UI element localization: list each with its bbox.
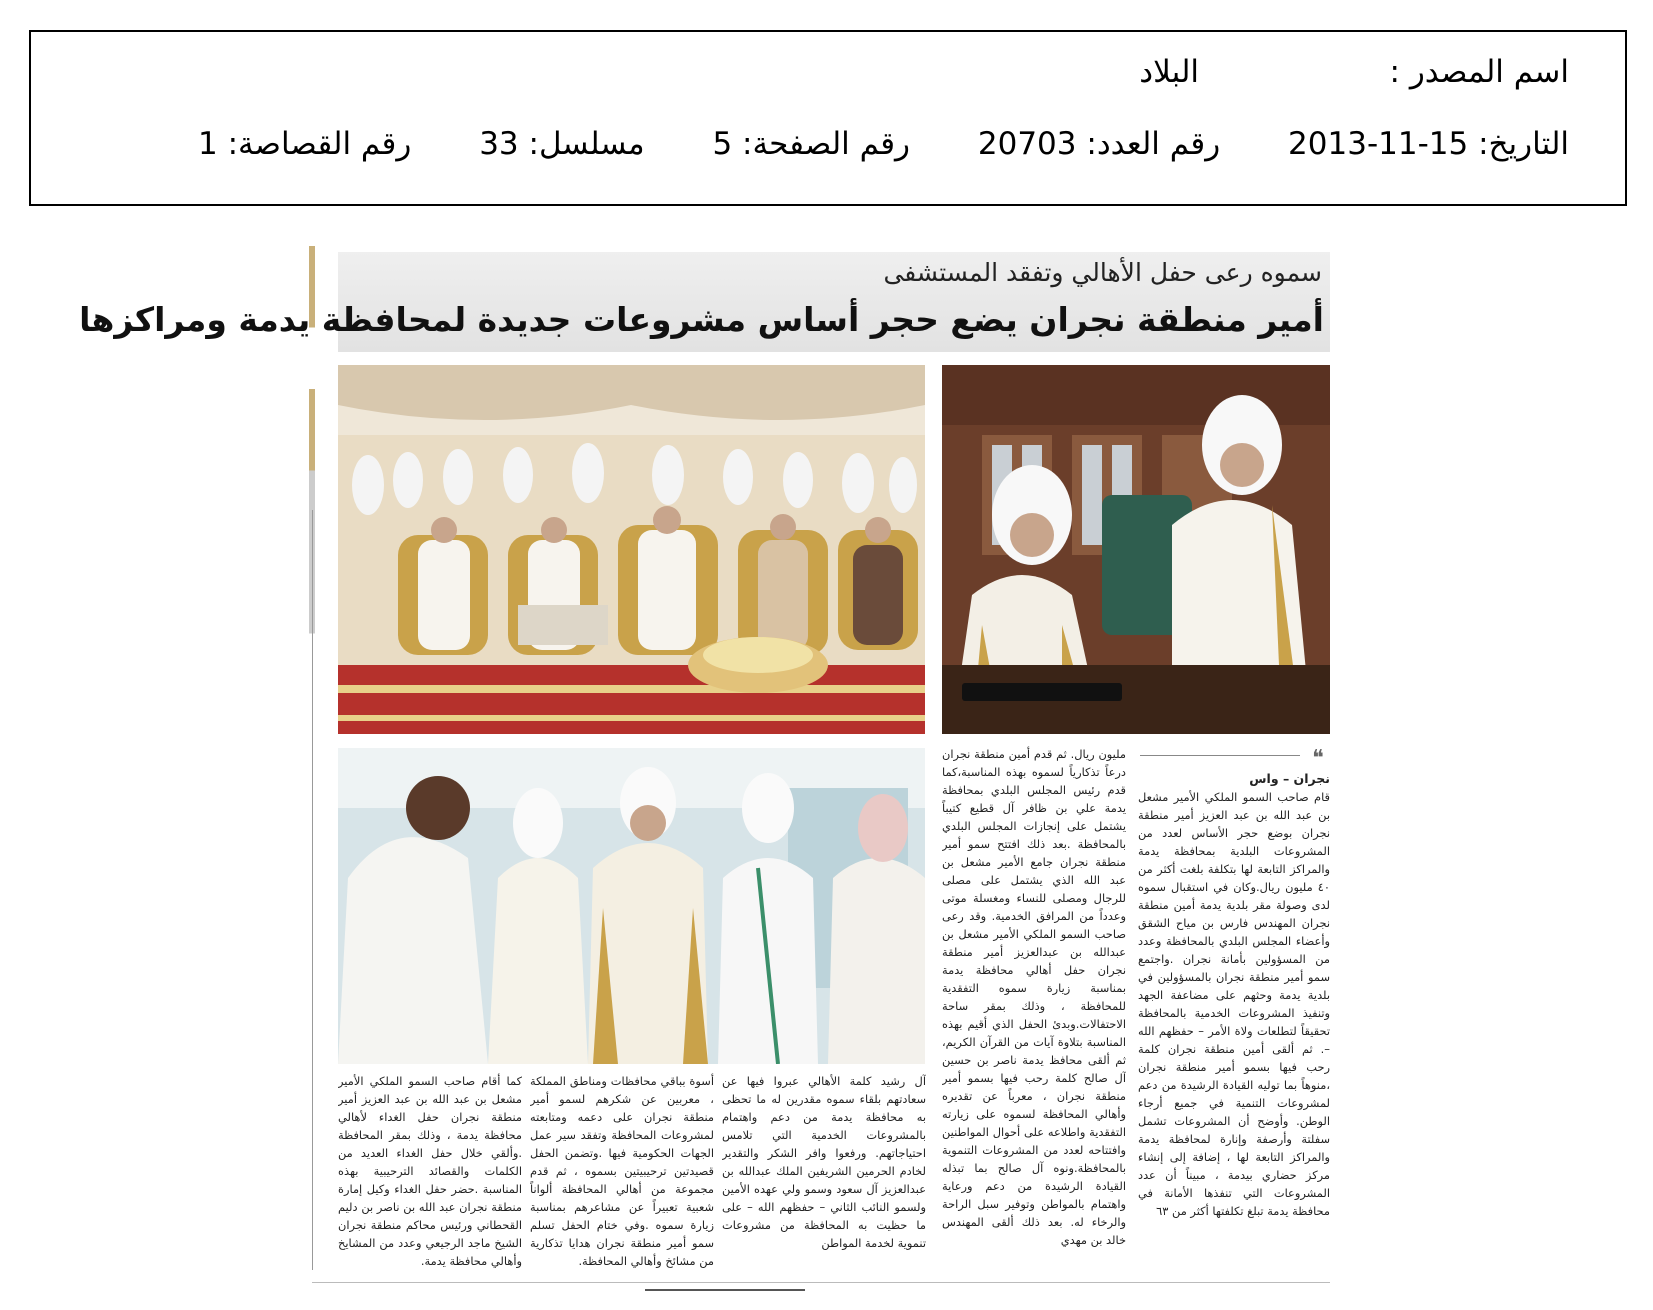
- serial-field: مسلسل: 33: [479, 126, 645, 162]
- date-field: التاريخ: 15-11-2013: [1288, 126, 1569, 162]
- source-header-box: [29, 30, 1627, 206]
- text-column-3: [722, 1072, 926, 1270]
- article-byline: نجران – واس: [1249, 771, 1330, 786]
- issue-field: رقم العدد: 20703: [977, 126, 1221, 162]
- article-kicker: سموه رعى حفل الأهالي وتفقد المستشفى: [883, 258, 1322, 287]
- meta-row: [140, 126, 1569, 162]
- column-border-line: [312, 510, 313, 1270]
- column-2-text: مليون ريال. ثم قدم أمين منطقة نجران درعاً تذكارياً لسموه بهذه المناسبة،كما قدم رئيس المجلس البلدي بمحافظة يدمة علي بن ظافر آل قطيع كتيباً يشتمل على إنجازات المجلس البلدي بالمحافظة .بعد ذلك افتتح سمو أمير منطقة نجران جامع الأمير مشعل بن عبد الله الذي يشتمل على مصلى للرجال ومصلى للنساء ومغسلة موتى وعدداً من المرافق الخدمية. وقد رعى صاحب السمو الملكي الأمير مشعل بن عبدالله بن عبدالعزيز أمير منطقة نجران حفل أهالي محافظة يدمة بمناسبة زيارة سموه التفقدية للمحافظة ، وذلك بمقر ساحة الاحتفالات.وبدئ الحفل الذي أقيم بهذه المناسبة بتلاوة آيات من القرآن الكريم، ثم ألقى محافظ يدمة ناصر بن حسين آل صالح كلمة رحب فيها بسمو أمير منطقة نجران ، معرباً عن تقديره وأهالي المحافظة لسموه على زيارته التفقدية واطلاعه على أحوال المواطنين وافتتاحه لعدد من المشروعات التنموية بالمحافظة.ونوه آل صالح بما تبذله القيادة الرشيدة من دعم ورعاية واهتمام بالمواطن وتوفير سبل الراحة والرخاء له. بعد ذلك ألقى المهندس خالد بن مهدي: [942, 747, 1126, 1247]
- column-4-text: أسوة بباقي محافظات ومناطق المملكة ، معربين عن شكرهم لسمو أمير منطقة نجران على دعمه ومتابعته لمشروعات المحافظة وتفقد سير عمل الجهات الحكومية فيها .وتضمن الحفل قصيدتين ترحيبيتين بسموه ، ثم قدم مجموعة من أهالي المحافظة ألواناً شعبية تعبيراً عن مشاعرهم بمناسبة زيارة سموه .وفي ختام الحفل تسلم سمو أمير منطقة نجران هدايا تذكارية من مشائخ وأهالي المحافظة.: [530, 1074, 714, 1268]
- column-5-text: كما أقام صاحب السمو الملكي الأمير مشعل بن عبد الله بن عبد العزيز أمير منطقة نجران حفل الغداء لأهالي محافظة يدمة ، وذلك بمقر المحافظة .وألقي خلال حفل الغداء العديد من الكلمات والقصائد الترحيبية بهذه المناسبة .حضر حفل الغداء وكيل إمارة منطقة نجران عبد الله بن ناصر بن دليم القحطاني ورئيس محاكم منطقة نجران الشيخ ماجد الرجيعي وعدد من المشايخ وأهالي محافظة يدمة.: [338, 1074, 522, 1268]
- source-label: اسم المصدر :: [1389, 54, 1569, 90]
- photo-foundation-signing: [942, 365, 1330, 734]
- photo-ceremony-hall: [338, 365, 925, 734]
- source-row: [1139, 54, 1569, 90]
- text-column-4: [530, 1072, 714, 1270]
- byline-rule: [1140, 755, 1300, 756]
- text-column-1: [1138, 770, 1330, 1270]
- text-column-5: [338, 1072, 522, 1270]
- photo-hospital-visit: [338, 748, 925, 1064]
- column-3-text: آل رشيد كلمة الأهالي عبروا فيها عن سعادتهم بلقاء سموه مقدرين له ما تحظى به محافظة يدمة من دعم واهتمام بالمشروعات الخدمية التي تلامس احتياجاتهم. ورفعوا وافر الشكر والتقدير لخادم الحرمين الشريفين الملك عبدالله بن عبدالعزيز آل سعود وسمو ولي عهده الأمين ولسمو النائب الثاني – حفظهم الله – على ما حظيت به المحافظة من مشروعات تنموية لخدمة المواطن: [722, 1074, 926, 1250]
- bottom-rule: [312, 1282, 1330, 1283]
- text-column-2: [942, 745, 1126, 1270]
- clip-number-field: رقم القصاصة: 1: [198, 126, 412, 162]
- quote-icon: ❝: [1312, 746, 1324, 771]
- article-headline: أمير منطقة نجران يضع حجر أساس مشروعات جديدة لمحافظة يدمة ومراكزها: [79, 300, 1324, 339]
- source-value: البلاد: [1139, 54, 1199, 90]
- column-1-text: قام صاحب السمو الملكي الأمير مشعل بن عبد الله بن عبد العزيز أمير منطقة نجران بوضع حجر الأساس لعدد من المشروعات البلدية بمحافظة يدمة والمراكز التابعة لها بتكلفة بلغت أكثر من ٤٠ مليون ريال.وكان في استقبال سموه لدى وصولة مقر بلدية يدمة أمين منطقة نجران المهندس فارس بن مياح الشقق وأعضاء المجلس البلدي بالمحافظة وعدد من المسؤولين بأمانة نجران .واجتمع سمو أمير منطقة نجران بالمسؤولين في بلدية يدمة وحثهم على مضاعفة الجهد وتنفيذ المشروعات الخدمية بالمحافظة تحقيقاً لتطلعات ولاة الأمر – حفظهم الله –. ثم ألقى أمين منطقة نجران كلمة رحب فيها بسمو أمير منطقة نجران ،منوهاً بما توليه القيادة الرشيدة من دعم لمشروعات التنمية في جميع أرجاء الوطن. وأوضح أن المشروعات تشمل سفلتة وأرصفة وإنارة لمحافظة يدمة والمراكز التابعة لها ، إضافة إلى إنشاء مركز حضاري بيدمة ، مبيناً أن عدد المشروعات التي تنفذها الأمانة في محافظة يدمة تبلغ تكلفتها أكثر من ٦٣: [1138, 790, 1330, 1218]
- page-field: رقم الصفحة: 5: [712, 126, 911, 162]
- headline-banner: [79, 252, 1330, 352]
- page-fold-mark: [645, 1289, 805, 1291]
